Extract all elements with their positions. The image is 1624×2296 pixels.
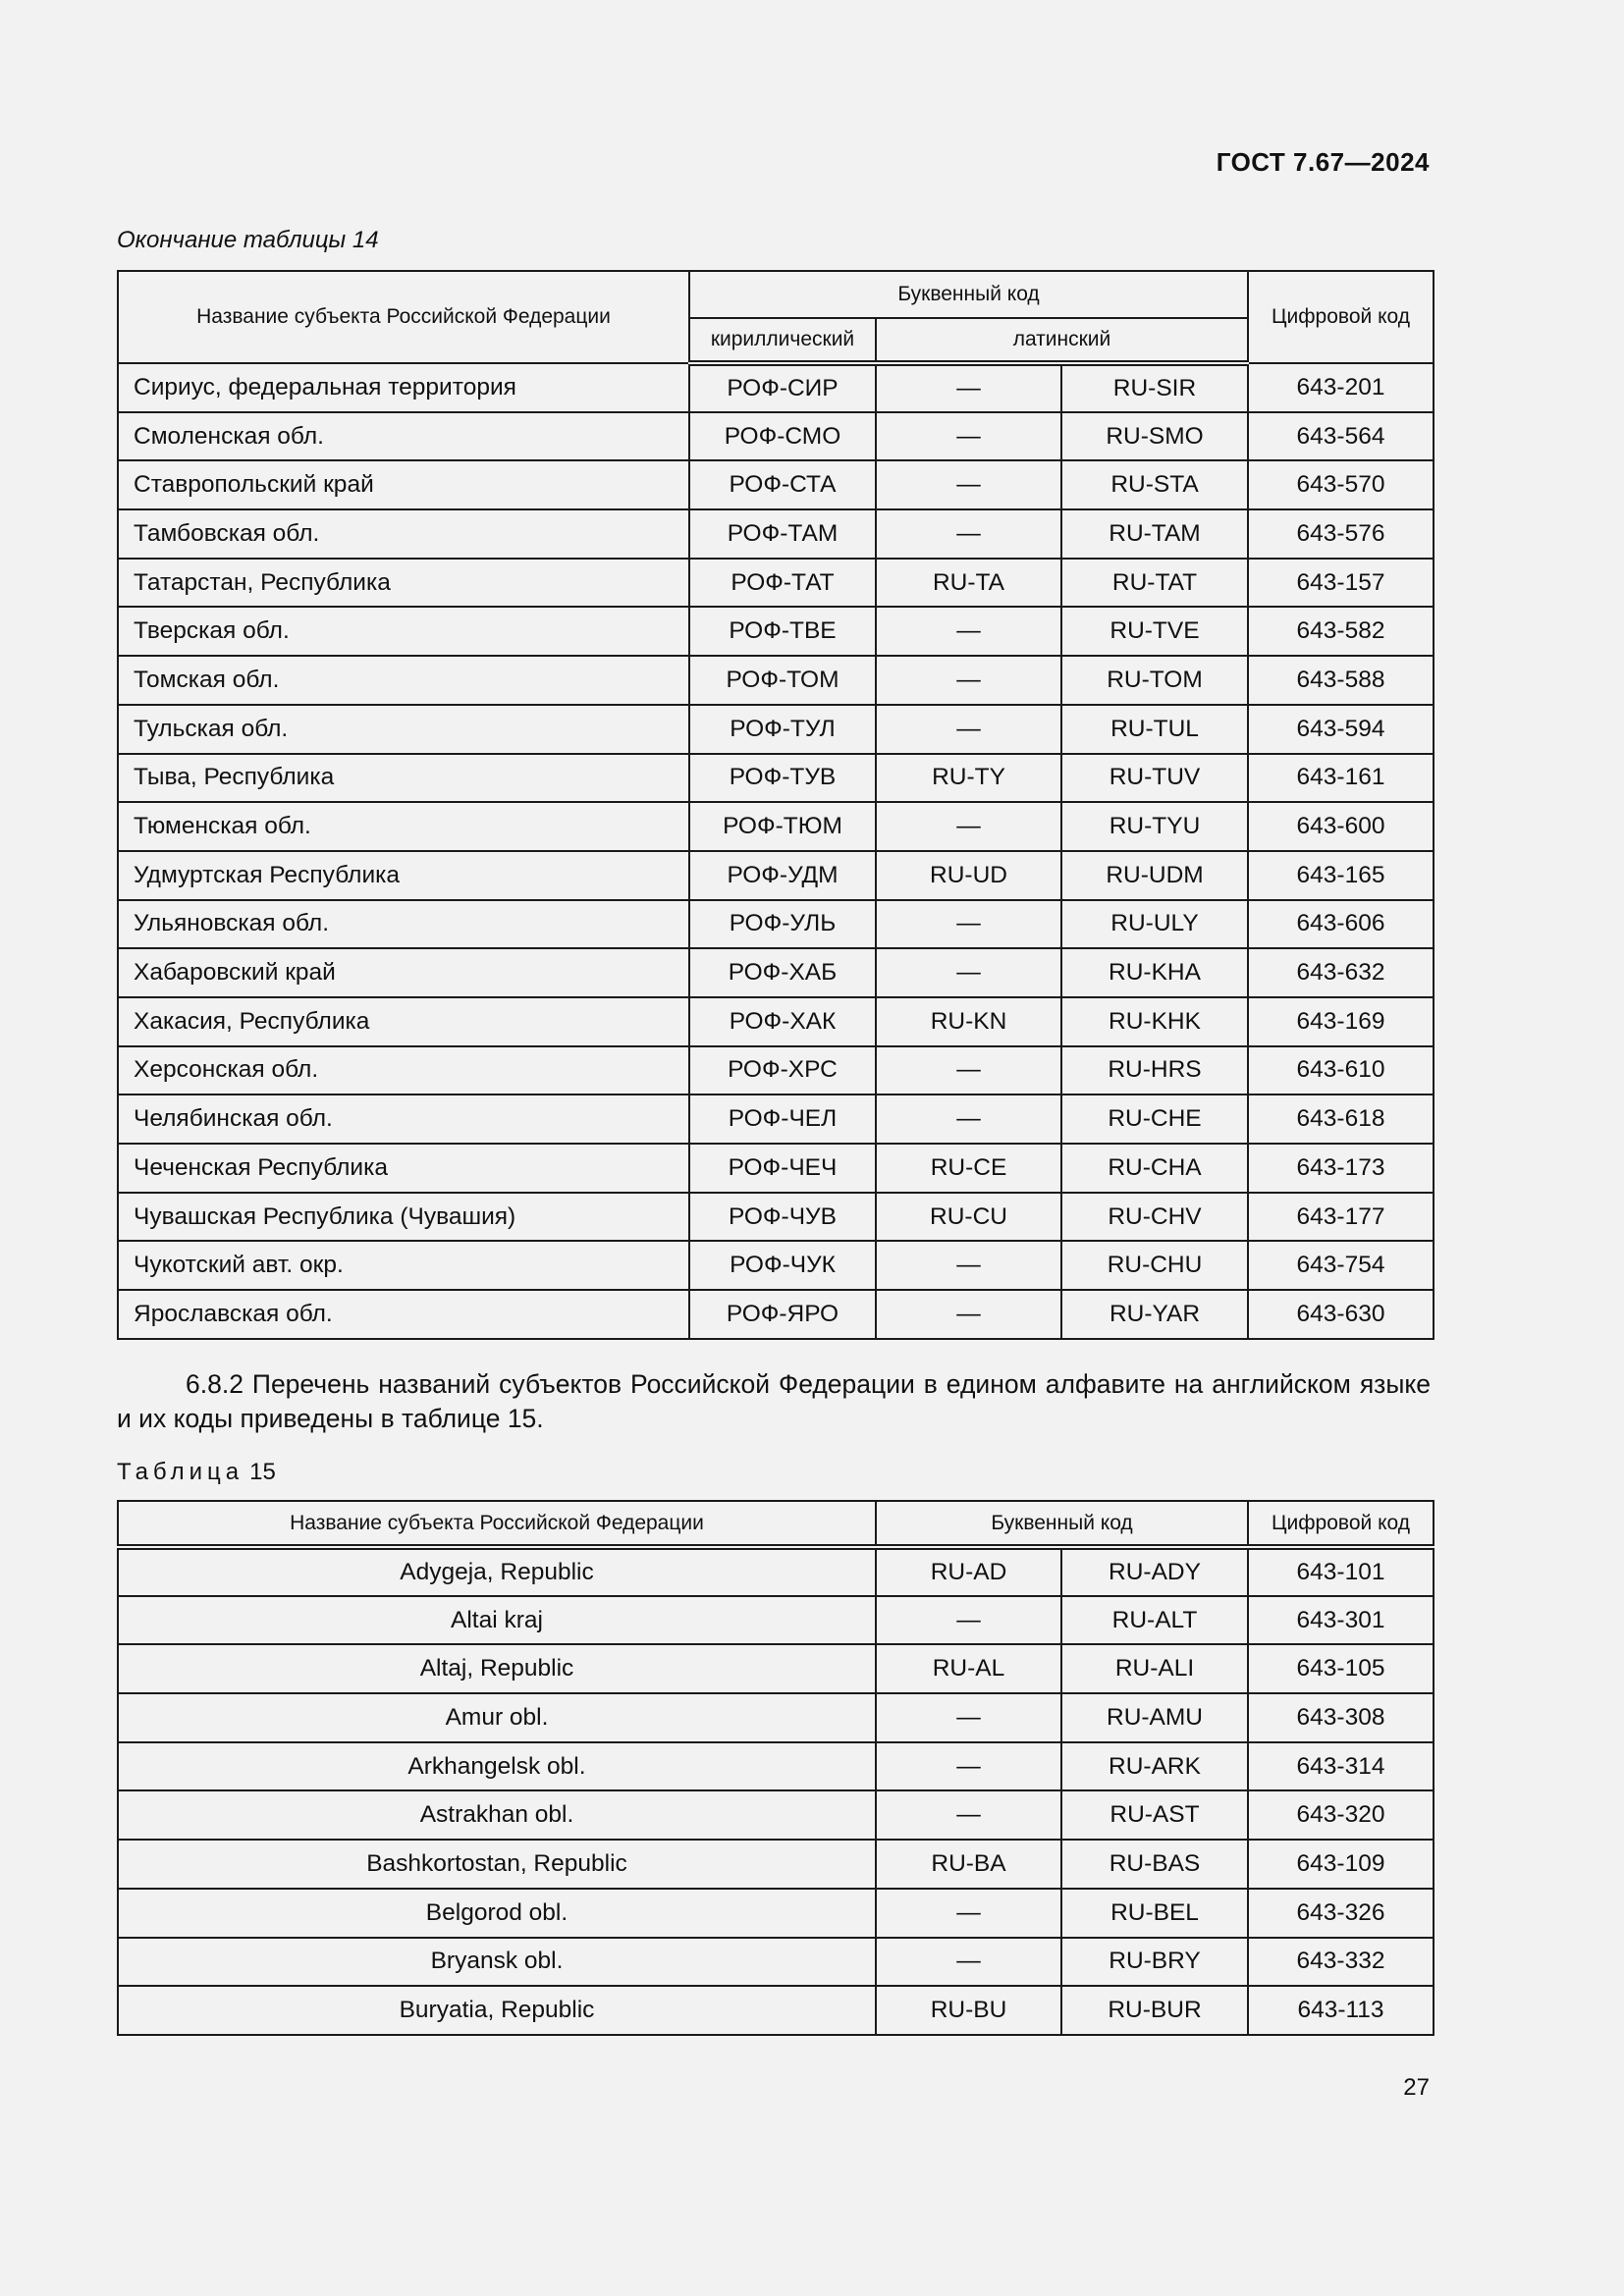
cell-latin-code-3: RU-HRS: [1061, 1046, 1248, 1095]
cell-digital-code: 643-606: [1248, 900, 1434, 949]
table-row: [118, 1144, 1434, 1193]
cell-latin-code-3: RU-STA: [1061, 460, 1248, 509]
cell-name: Хакасия, Республика: [118, 997, 689, 1046]
page-number: 27: [1403, 2074, 1430, 2101]
cell-name: Ставропольский край: [118, 460, 689, 509]
table-row: [118, 1693, 1434, 1742]
table-row: [118, 1046, 1434, 1095]
cell-digital-code: 643-308: [1248, 1693, 1434, 1742]
cell-digital-code: 643-582: [1248, 607, 1434, 656]
cell-latin-code-2: RU-KN: [876, 997, 1061, 1046]
cell-latin-code-3: RU-BUR: [1061, 1986, 1248, 2035]
cell-digital-code: 643-109: [1248, 1840, 1434, 1889]
cell-latin-code-3: RU-TYU: [1061, 802, 1248, 851]
table-row: [118, 412, 1434, 461]
paragraph-6-8-2: 6.8.2 Перечень названий субъектов Российской Федерации в едином алфавите на английском языке и их коды приведены в таблице 15.: [117, 1369, 1431, 1433]
cell-digital-code: 643-320: [1248, 1790, 1434, 1840]
column-header-digital-code: Цифровой код: [1248, 1501, 1434, 1547]
cell-digital-code: 643-161: [1248, 754, 1434, 803]
cell-latin-code-3: RU-AMU: [1061, 1693, 1248, 1742]
table-row: [118, 1986, 1434, 2035]
cell-name: Тыва, Республика: [118, 754, 689, 803]
cell-name: Татарстан, Республика: [118, 559, 689, 608]
table-row: [118, 1547, 1434, 1596]
cell-cyrillic-code: РОФ-СТА: [689, 460, 876, 509]
table-row: [118, 1742, 1434, 1791]
table-row: [118, 1095, 1434, 1144]
column-header-cyrillic: кириллический: [689, 318, 876, 363]
cell-cyrillic-code: РОФ-ХАБ: [689, 948, 876, 997]
cell-digital-code: 643-301: [1248, 1596, 1434, 1645]
table-row: [118, 754, 1434, 803]
table-14-caption: Окончание таблицы 14: [117, 227, 379, 253]
cell-cyrillic-code: РОФ-ТОМ: [689, 656, 876, 705]
table-row: [118, 1889, 1434, 1938]
cell-latin-code-2: —: [876, 1095, 1061, 1144]
cell-latin-code-3: RU-ADY: [1061, 1547, 1248, 1596]
cell-digital-code: 643-173: [1248, 1144, 1434, 1193]
cell-latin-code-3: RU-SMO: [1061, 412, 1248, 461]
table-15: [117, 1500, 1435, 2036]
table-row: [118, 1938, 1434, 1987]
cell-latin-code-2: —: [876, 1889, 1061, 1938]
table-row: [118, 900, 1434, 949]
column-header-letter-code: Буквенный код: [689, 271, 1248, 318]
cell-cyrillic-code: РОФ-ХАК: [689, 997, 876, 1046]
cell-name: Чукотский авт. окр.: [118, 1241, 689, 1290]
cell-digital-code: 643-201: [1248, 363, 1434, 412]
cell-cyrillic-code: РОФ-УЛЬ: [689, 900, 876, 949]
table-row: [118, 997, 1434, 1046]
cell-name: Arkhangelsk obl.: [118, 1742, 876, 1791]
table-row: [118, 851, 1434, 900]
cell-name: Altai kraj: [118, 1596, 876, 1645]
table-row: [118, 1644, 1434, 1693]
table-15-body: [118, 1547, 1434, 2035]
cell-cyrillic-code: РОФ-ЧЕЛ: [689, 1095, 876, 1144]
cell-name: Altaj, Republic: [118, 1644, 876, 1693]
cell-latin-code-3: RU-CHU: [1061, 1241, 1248, 1290]
cell-digital-code: 643-600: [1248, 802, 1434, 851]
column-header-latin: латинский: [876, 318, 1248, 363]
cell-latin-code-3: RU-BRY: [1061, 1938, 1248, 1987]
cell-latin-code-3: RU-BEL: [1061, 1889, 1248, 1938]
cell-digital-code: 643-618: [1248, 1095, 1434, 1144]
table-row: [118, 1790, 1434, 1840]
table-row: [118, 1596, 1434, 1645]
cell-digital-code: 643-101: [1248, 1547, 1434, 1596]
cell-name: Херсонская обл.: [118, 1046, 689, 1095]
cell-latin-code-2: —: [876, 412, 1061, 461]
table-row: [118, 656, 1434, 705]
cell-digital-code: 643-326: [1248, 1889, 1434, 1938]
cell-latin-code-2: —: [876, 656, 1061, 705]
cell-latin-code-2: —: [876, 1742, 1061, 1791]
cell-name: Adygeja, Republic: [118, 1547, 876, 1596]
cell-name: Чувашская Республика (Чувашия): [118, 1193, 689, 1242]
cell-latin-code-2: —: [876, 705, 1061, 754]
cell-cyrillic-code: РОФ-ТАТ: [689, 559, 876, 608]
cell-name: Челябинская обл.: [118, 1095, 689, 1144]
cell-latin-code-2: RU-TA: [876, 559, 1061, 608]
cell-latin-code-2: RU-CE: [876, 1144, 1061, 1193]
cell-cyrillic-code: РОФ-ТЮМ: [689, 802, 876, 851]
cell-name: Ульяновская обл.: [118, 900, 689, 949]
table-row: [118, 509, 1434, 559]
table-row: [118, 559, 1434, 608]
cell-name: Bashkortostan, Republic: [118, 1840, 876, 1889]
cell-name: Хабаровский край: [118, 948, 689, 997]
cell-name: Тюменская обл.: [118, 802, 689, 851]
cell-latin-code-3: RU-BAS: [1061, 1840, 1248, 1889]
table-row: [118, 1193, 1434, 1242]
cell-cyrillic-code: РОФ-ТУЛ: [689, 705, 876, 754]
cell-digital-code: 643-314: [1248, 1742, 1434, 1791]
cell-latin-code-2: —: [876, 948, 1061, 997]
cell-latin-code-2: —: [876, 607, 1061, 656]
cell-latin-code-3: RU-ALI: [1061, 1644, 1248, 1693]
cell-latin-code-3: RU-KHA: [1061, 948, 1248, 997]
column-header-name: Название субъекта Российской Федерации: [118, 1501, 876, 1547]
cell-latin-code-2: RU-TY: [876, 754, 1061, 803]
table-15-caption-word: Таблица: [117, 1459, 244, 1485]
cell-digital-code: 643-564: [1248, 412, 1434, 461]
cell-latin-code-3: RU-AST: [1061, 1790, 1248, 1840]
cell-latin-code-3: RU-CHA: [1061, 1144, 1248, 1193]
cell-latin-code-3: RU-TUL: [1061, 705, 1248, 754]
cell-cyrillic-code: РОФ-ЯРО: [689, 1290, 876, 1339]
cell-latin-code-2: RU-AD: [876, 1547, 1061, 1596]
cell-digital-code: 643-169: [1248, 997, 1434, 1046]
cell-latin-code-3: RU-TOM: [1061, 656, 1248, 705]
cell-latin-code-2: —: [876, 1693, 1061, 1742]
cell-name: Amur obl.: [118, 1693, 876, 1742]
cell-latin-code-3: RU-ULY: [1061, 900, 1248, 949]
table-row: [118, 1840, 1434, 1889]
cell-latin-code-3: RU-UDM: [1061, 851, 1248, 900]
cell-latin-code-2: RU-AL: [876, 1644, 1061, 1693]
cell-cyrillic-code: РОФ-УДМ: [689, 851, 876, 900]
cell-latin-code-2: RU-CU: [876, 1193, 1061, 1242]
document-header: ГОСТ 7.67—2024: [1216, 147, 1430, 177]
cell-name: Bryansk obl.: [118, 1938, 876, 1987]
cell-latin-code-2: —: [876, 1241, 1061, 1290]
cell-latin-code-3: RU-CHE: [1061, 1095, 1248, 1144]
cell-name: Чеченская Республика: [118, 1144, 689, 1193]
cell-digital-code: 643-157: [1248, 559, 1434, 608]
cell-latin-code-3: RU-CHV: [1061, 1193, 1248, 1242]
cell-cyrillic-code: РОФ-СМО: [689, 412, 876, 461]
table-row: [118, 363, 1434, 412]
column-header-name: Название субъекта Российской Федерации: [118, 271, 689, 363]
cell-digital-code: 643-113: [1248, 1986, 1434, 2035]
cell-digital-code: 643-332: [1248, 1938, 1434, 1987]
table-15-caption: [117, 1459, 276, 1486]
column-header-digital-code: Цифровой код: [1248, 271, 1434, 363]
cell-digital-code: 643-165: [1248, 851, 1434, 900]
cell-latin-code-3: RU-TUV: [1061, 754, 1248, 803]
cell-cyrillic-code: РОФ-ТВЕ: [689, 607, 876, 656]
table-row: [118, 802, 1434, 851]
cell-latin-code-3: RU-TVE: [1061, 607, 1248, 656]
table-row: [118, 607, 1434, 656]
cell-latin-code-2: —: [876, 1938, 1061, 1987]
cell-cyrillic-code: РОФ-ТАМ: [689, 509, 876, 559]
cell-latin-code-2: RU-UD: [876, 851, 1061, 900]
cell-latin-code-3: RU-ALT: [1061, 1596, 1248, 1645]
cell-latin-code-2: —: [876, 1596, 1061, 1645]
cell-cyrillic-code: РОФ-ХРС: [689, 1046, 876, 1095]
cell-cyrillic-code: РОФ-СИР: [689, 363, 876, 412]
cell-cyrillic-code: РОФ-ТУВ: [689, 754, 876, 803]
cell-latin-code-2: —: [876, 900, 1061, 949]
cell-name: Buryatia, Republic: [118, 1986, 876, 2035]
cell-digital-code: 643-754: [1248, 1241, 1434, 1290]
cell-digital-code: 643-177: [1248, 1193, 1434, 1242]
table-14-body: [118, 363, 1434, 1339]
cell-digital-code: 643-630: [1248, 1290, 1434, 1339]
table-row: [118, 948, 1434, 997]
cell-name: Astrakhan obl.: [118, 1790, 876, 1840]
cell-digital-code: 643-588: [1248, 656, 1434, 705]
table-row: [118, 1290, 1434, 1339]
cell-name: Ярославская обл.: [118, 1290, 689, 1339]
cell-digital-code: 643-570: [1248, 460, 1434, 509]
cell-latin-code-2: RU-BA: [876, 1840, 1061, 1889]
cell-name: Томская обл.: [118, 656, 689, 705]
column-header-letter-code: Буквенный код: [876, 1501, 1248, 1547]
cell-digital-code: 643-105: [1248, 1644, 1434, 1693]
cell-latin-code-3: RU-TAM: [1061, 509, 1248, 559]
cell-name: Сириус, федеральная территория: [118, 363, 689, 412]
cell-latin-code-2: —: [876, 460, 1061, 509]
cell-digital-code: 643-576: [1248, 509, 1434, 559]
cell-name: Удмуртская Республика: [118, 851, 689, 900]
cell-latin-code-3: RU-SIR: [1061, 363, 1248, 412]
cell-name: Тамбовская обл.: [118, 509, 689, 559]
cell-latin-code-2: —: [876, 1046, 1061, 1095]
table-row: [118, 460, 1434, 509]
cell-cyrillic-code: РОФ-ЧЕЧ: [689, 1144, 876, 1193]
cell-latin-code-2: RU-BU: [876, 1986, 1061, 2035]
cell-digital-code: 643-594: [1248, 705, 1434, 754]
table-15-caption-number: 15: [249, 1459, 276, 1485]
cell-latin-code-2: —: [876, 1790, 1061, 1840]
cell-cyrillic-code: РОФ-ЧУВ: [689, 1193, 876, 1242]
cell-name: Тульская обл.: [118, 705, 689, 754]
cell-latin-code-3: RU-TAT: [1061, 559, 1248, 608]
cell-latin-code-2: —: [876, 363, 1061, 412]
cell-name: Тверская обл.: [118, 607, 689, 656]
cell-latin-code-2: —: [876, 509, 1061, 559]
table-row: [118, 705, 1434, 754]
cell-latin-code-3: RU-YAR: [1061, 1290, 1248, 1339]
table-14: [117, 270, 1435, 1340]
cell-latin-code-3: RU-KHK: [1061, 997, 1248, 1046]
cell-latin-code-2: —: [876, 802, 1061, 851]
cell-latin-code-2: —: [876, 1290, 1061, 1339]
cell-cyrillic-code: РОФ-ЧУК: [689, 1241, 876, 1290]
cell-name: Смоленская обл.: [118, 412, 689, 461]
cell-digital-code: 643-632: [1248, 948, 1434, 997]
cell-name: Belgorod obl.: [118, 1889, 876, 1938]
cell-digital-code: 643-610: [1248, 1046, 1434, 1095]
table-row: [118, 1241, 1434, 1290]
cell-latin-code-3: RU-ARK: [1061, 1742, 1248, 1791]
